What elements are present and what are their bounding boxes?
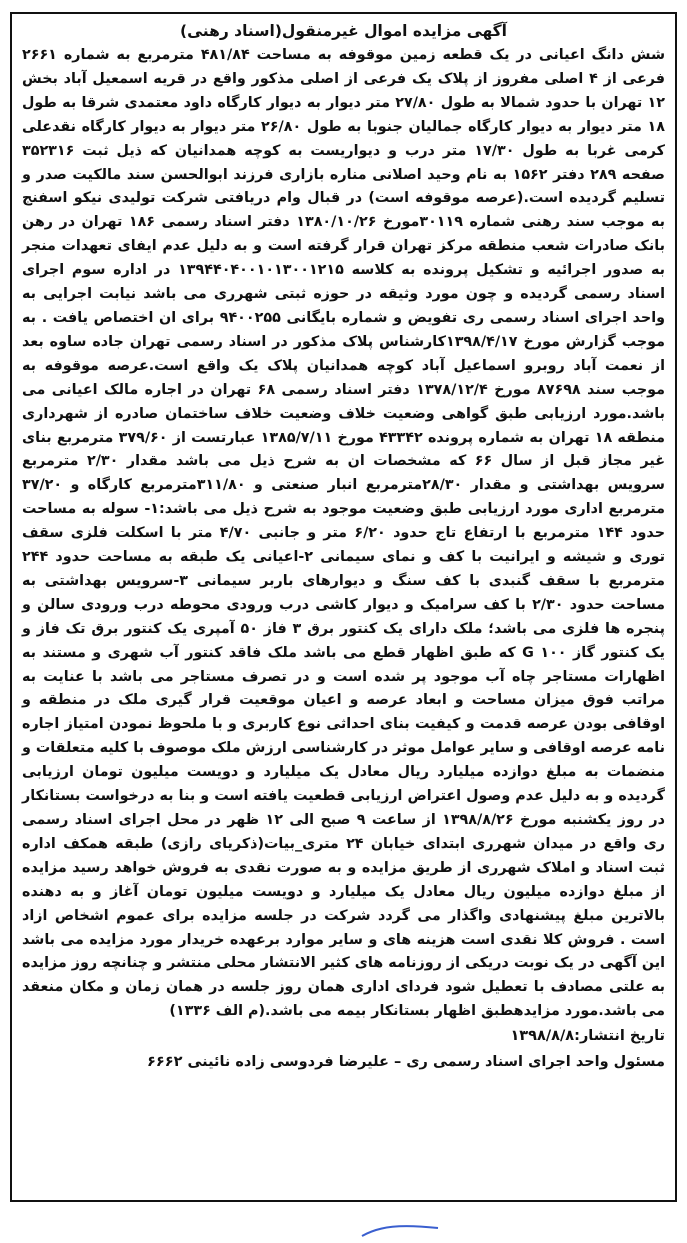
notice-body: شش دانگ اعیانی در یک قطعه زمین موقوفه به مساحت ۴۸۱/۸۴ مترمربع به شماره ۲۶۶۱ فرعی از ۴ اصلی مفروز از پلاک یک فرعی از اصلی مذکور واقع در قریه اسمعیل آباد بخش ۱۲ تهران با حدود شمالا به طول ۲۷/۸۰ متر دیوار به دیوار کارگاه داود معتمدی شرقا به طول ۱۸ متر دیوار به دیوار کارگاه جمالیان جنوبا به طول ۲۶/۸۰ متر دیوار به دیوار کارگاه نقدعلی کرمی غربا به طول ۱۷/۳۰ متر درب و دیواریست به کوچه همدانیان که ذیل ثبت ۳۵۲۳۱۶ صفحه ۲۸۹ دفتر ۱۵۶۲ به نام وحید اصلانی مناره بازاری فرزند ابوالحسن سند مالکیت صدر و تسلیم گردیده است.(عرصه موقوفه است) در قبال وام دریافتی شرکت تولیدی نیکو اسفنج به موجب سند رهنی شماره ۳۰۱۱۹مورخ ۱۳۸۰/۱۰/۲۶ دفتر اسناد رسمی ۱۸۶ تهران در رهن بانک صادرات شعب منطقه مرکز تهران قرار گرفته است و به دلیل عدم ایفای تعهدات منجر به صدور اجرائیه و تشکیل پرونده به کلاسه ۱۳۹۴۴۰۴۰۰۱۰۱۳۰۰۱۲۱۵ در اداره سوم اجرای اسناد رسمی گردیده و چون مورد وثیقه در حوزه ثبتی شهرری می باشد نیابت اجرایی به واحد اجرای اسناد رسمی ری تفویض و شماره بایگانی ۹۴۰۰۲۵۵ برای ان اختصاص یافت . به موجب گزارش مورخ ۱۳۹۸/۴/۱۷کارشناس پلاک مذکور در اسناد رسمی تهران جاده ساوه بعد از نعمت آباد روبرو اسماعیل آباد کوچه همدانیان پلاک یک واقع است.عرصه موقوفه به موجب سند ۸۷۶۹۸ مورخ ۱۳۷۸/۱۲/۴ دفتر اسناد رسمی ۶۸ تهران در اجاره مالک اعیانی می باشد.مورد ارزیابی طبق گواهی وضعیت خلاف وضعیت خلاف ساختمان صادره از شهرداری منطقه ۱۸ تهران به شماره پرونده ۴۳۳۴۲ مورخ ۱۳۸۵/۷/۱۱ عبارتست از ۳۷۹/۶۰ مترمربع بنای غیر مجاز قبل از سال ۶۶ که مشخصات ان به شرح ذیل می باشد مقدار ۲/۳۰ مترمربع سرویس بهداشتی و مقدار ۲۸/۳۰مترمربع انبار صنعتی و ۳۱۱/۸۰مترمربع کارگاه و ۳۷/۲۰ مترمربع اداری مورد ارزیابی طبق وضعیت موجود به شرح ذیل می باشد:۱- سوله به مساحت حدود ۱۴۴ مترمربع با ارتفاع تاج حدود ۶/۲۰ متر و جانبی ۴/۷۰ متر با اسکلت فلزی سقف توری و شیشه و ایرانیت با کف و نمای سیمانی ۲-اعیانی یک طبقه به مساحت حدود ۲۴۴ مترمربع با سقف گنبدی با کف سنگ و دیوارهای باربر سیمانی ۳-سرویس بهداشتی به مساحت حدود ۲/۳۰ با کف سرامیک و دیوار کاشی درب ورودی محوطه درب ورودی سالن و پنجره ها فلزی می باشد؛ ملک دارای یک کنتور برق ۳ فاز ۵۰ آمپری یک کنتور برق تک فاز و یک کنتور گاز ۱۰۰ G که طبق اظهار قطع می باشد ملک فاقد کنتور آب شهری و مستند به اظهارات مستاجر چاه آب موجود پر شده است و در تصرف مستاجر می باشد با عنایت به مراتب فوق میزان مساحت و ابعاد عرصه و اعیان موقعیت قرار گیری ملک در منطقه و اوقافی بودن عرصه قدمت و کیفیت بنای احداثی نوع کاربری و با ملحوظ نمودن امتیاز اجاره نامه عرصه اوقافی و سایر عوامل موثر در کارشناسی ارزش ملک موصوف با کلیه متعلقات و منضمات به مبلغ دوازده میلیارد ریال معادل یک میلیارد و دویست میلیون تومان ارزیابی گردیده و به دلیل عدم وصول اعتراض ارزیابی قطعیت یافته است و بنا به درخواست بستانکار در روز یکشنبه مورخ ۱۳۹۸/۸/۲۶ از ساعت ۹ صبح الی ۱۲ ظهر در محل اجرای اسناد رسمی ری واقع در میدان شهرری ابتدای خیابان ۲۴ متری_بیات(ذکریای رازی) طبقه همکف اداره ثبت اسناد و املاک شهرری از طریق مزایده و به صورت نقدی به فروش خواهد رسید مزایده از مبلغ دوازده میلیون ریال معادل یک میلیارد و دویست میلیون تومان آغاز و به دهنده بالاترین مبلغ پیشنهادی واگذار می گردد شرکت در جلسه مزایده برای عموم اشخاص ازاد است . فروش کلا نقدی است هزینه های و سایر موارد برعهده خریدار مورد مزایده می باشد این آگهی در یک نوبت دریکی از روزنامه های کثیر الانتشار محلی منتشر و چنانچه روز مزایده به علتی مصادف با تعطیل شود فردای اداری همان روز جلسه در همان زمان و مکان منعقد می باشد.مورد مزایدهطبق اظهار بستانکار بیمه می باشد.(م الف ۱۳۳۶) (22, 47, 666, 1020)
notice-title: آگهی مزایده اموال غیرمنقول(اسناد رهنی) (180, 22, 507, 40)
auction-notice (10, 12, 677, 1202)
pen-stroke-mark (360, 1222, 440, 1240)
signature-line: مسئول واحد اجرای اسناد رسمی ری – علیرضا فردوسی زاده نائینی ۶۶۶۲ (147, 1054, 665, 1071)
publish-date: تاریخ انتشار:۱۳۹۸/۸/۸ (510, 1028, 665, 1045)
